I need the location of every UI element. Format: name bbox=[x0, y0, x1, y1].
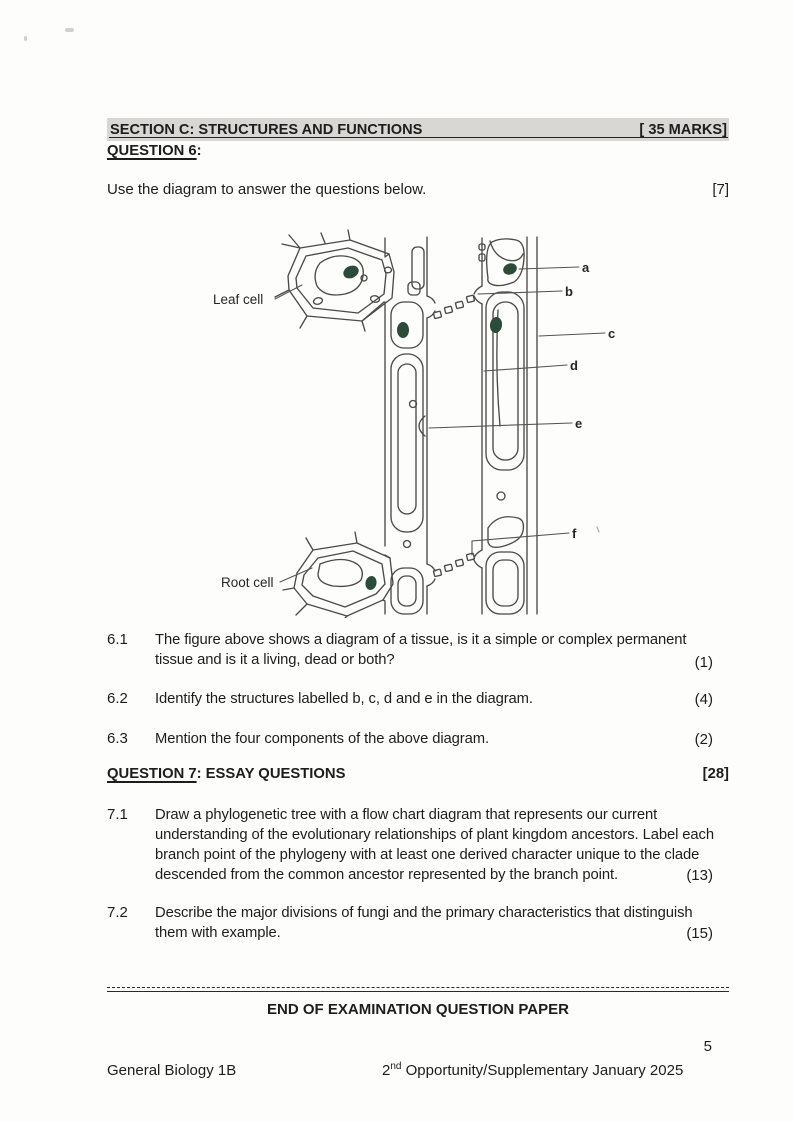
footer-session bbox=[382, 1062, 683, 1079]
separator-dashed-line bbox=[107, 987, 729, 988]
question-7-1 bbox=[107, 805, 729, 887]
label-a: a bbox=[582, 260, 590, 275]
question-number: 6.2 bbox=[107, 690, 128, 707]
label-b: b bbox=[565, 284, 573, 299]
question-6-1 bbox=[107, 630, 729, 674]
question-number: 7.2 bbox=[107, 904, 128, 921]
footer-session-ordinal: nd bbox=[390, 1061, 402, 1072]
separator-solid-line bbox=[107, 991, 729, 992]
section-title: SECTION C: STRUCTURES AND FUNCTIONS bbox=[110, 121, 423, 138]
question-marks: (4) bbox=[694, 691, 713, 708]
banner-underline bbox=[109, 137, 728, 138]
question-6-2 bbox=[107, 689, 729, 711]
question-text: Describe the major divisions of fungi and the primary characteristics that distinguish them with example. bbox=[155, 905, 693, 941]
label-d: d bbox=[570, 358, 578, 373]
scan-artifact bbox=[65, 28, 74, 32]
question7-heading-label: QUESTION 7 bbox=[107, 766, 197, 782]
tissue-diagram bbox=[185, 228, 625, 618]
question-text: Mention the four components of the above diagram. bbox=[155, 731, 489, 747]
question-marks: (15) bbox=[686, 925, 713, 942]
question6-intro-text: Use the diagram to answer the questions below. bbox=[107, 181, 427, 198]
question-marks: (13) bbox=[686, 867, 713, 884]
section-banner bbox=[107, 118, 729, 141]
question7-heading-text bbox=[107, 766, 345, 782]
end-separator bbox=[107, 987, 729, 992]
root-cell-label: Root cell bbox=[221, 575, 274, 590]
question-number: 7.1 bbox=[107, 806, 128, 823]
label-e: e bbox=[575, 416, 583, 431]
question-text: Draw a phylogenetic tree with a flow chart diagram that represents our current understanding of the evolutionary relationships of plant kingdom ancestors. Label each branch point of the phylogeny with at least one derived character unique to the clade descended from the common ancestor represented by the branch point. bbox=[155, 807, 714, 883]
question6-heading-text bbox=[107, 143, 202, 159]
nucleus bbox=[502, 262, 518, 276]
tissue-diagram-svg bbox=[185, 228, 625, 618]
question6-heading-colon: : bbox=[196, 143, 202, 159]
question6-heading-label: QUESTION 6 bbox=[107, 143, 197, 159]
label-leader-lines bbox=[275, 267, 605, 582]
page-number: 5 bbox=[703, 1038, 712, 1055]
question-number: 6.1 bbox=[107, 631, 128, 648]
question7-heading bbox=[107, 766, 729, 782]
label-c: c bbox=[608, 326, 616, 341]
footer-session-prefix: 2 bbox=[382, 1062, 391, 1079]
leaf-cell-label: Leaf cell bbox=[213, 292, 264, 307]
scan-artifact bbox=[24, 36, 27, 41]
question6-intro-row bbox=[107, 181, 729, 198]
question7-heading-rest: : ESSAY QUESTIONS bbox=[196, 766, 346, 782]
end-of-paper-note: END OF EXAMINATION QUESTION PAPER bbox=[267, 1001, 569, 1018]
question-text: The figure above shows a diagram of a tissue, is it a simple or complex permanent tissue and is it a living, dead or both? bbox=[155, 632, 687, 668]
footer-session-rest: Opportunity/Supplementary January 2025 bbox=[401, 1062, 684, 1079]
question6-heading bbox=[107, 143, 729, 159]
question-marks: (1) bbox=[694, 654, 713, 671]
question-6-3 bbox=[107, 729, 729, 751]
diagram-linework bbox=[275, 230, 537, 618]
label-f: f bbox=[572, 526, 577, 541]
question6-intro-marks: [7] bbox=[712, 181, 729, 198]
question-7-2 bbox=[107, 903, 729, 945]
question-text: Identify the structures labelled b, c, d and e in the diagram. bbox=[155, 691, 533, 707]
nucleus bbox=[398, 323, 409, 338]
question-number: 6.3 bbox=[107, 730, 128, 747]
nucleus bbox=[365, 576, 377, 591]
section-marks: [ 35 MARKS] bbox=[639, 121, 727, 138]
nucleus bbox=[490, 317, 503, 333]
question7-heading-marks: [28] bbox=[702, 766, 729, 782]
footer-course-title: General Biology 1B bbox=[107, 1062, 237, 1079]
nucleus bbox=[342, 264, 360, 280]
question-marks: (2) bbox=[694, 731, 713, 748]
